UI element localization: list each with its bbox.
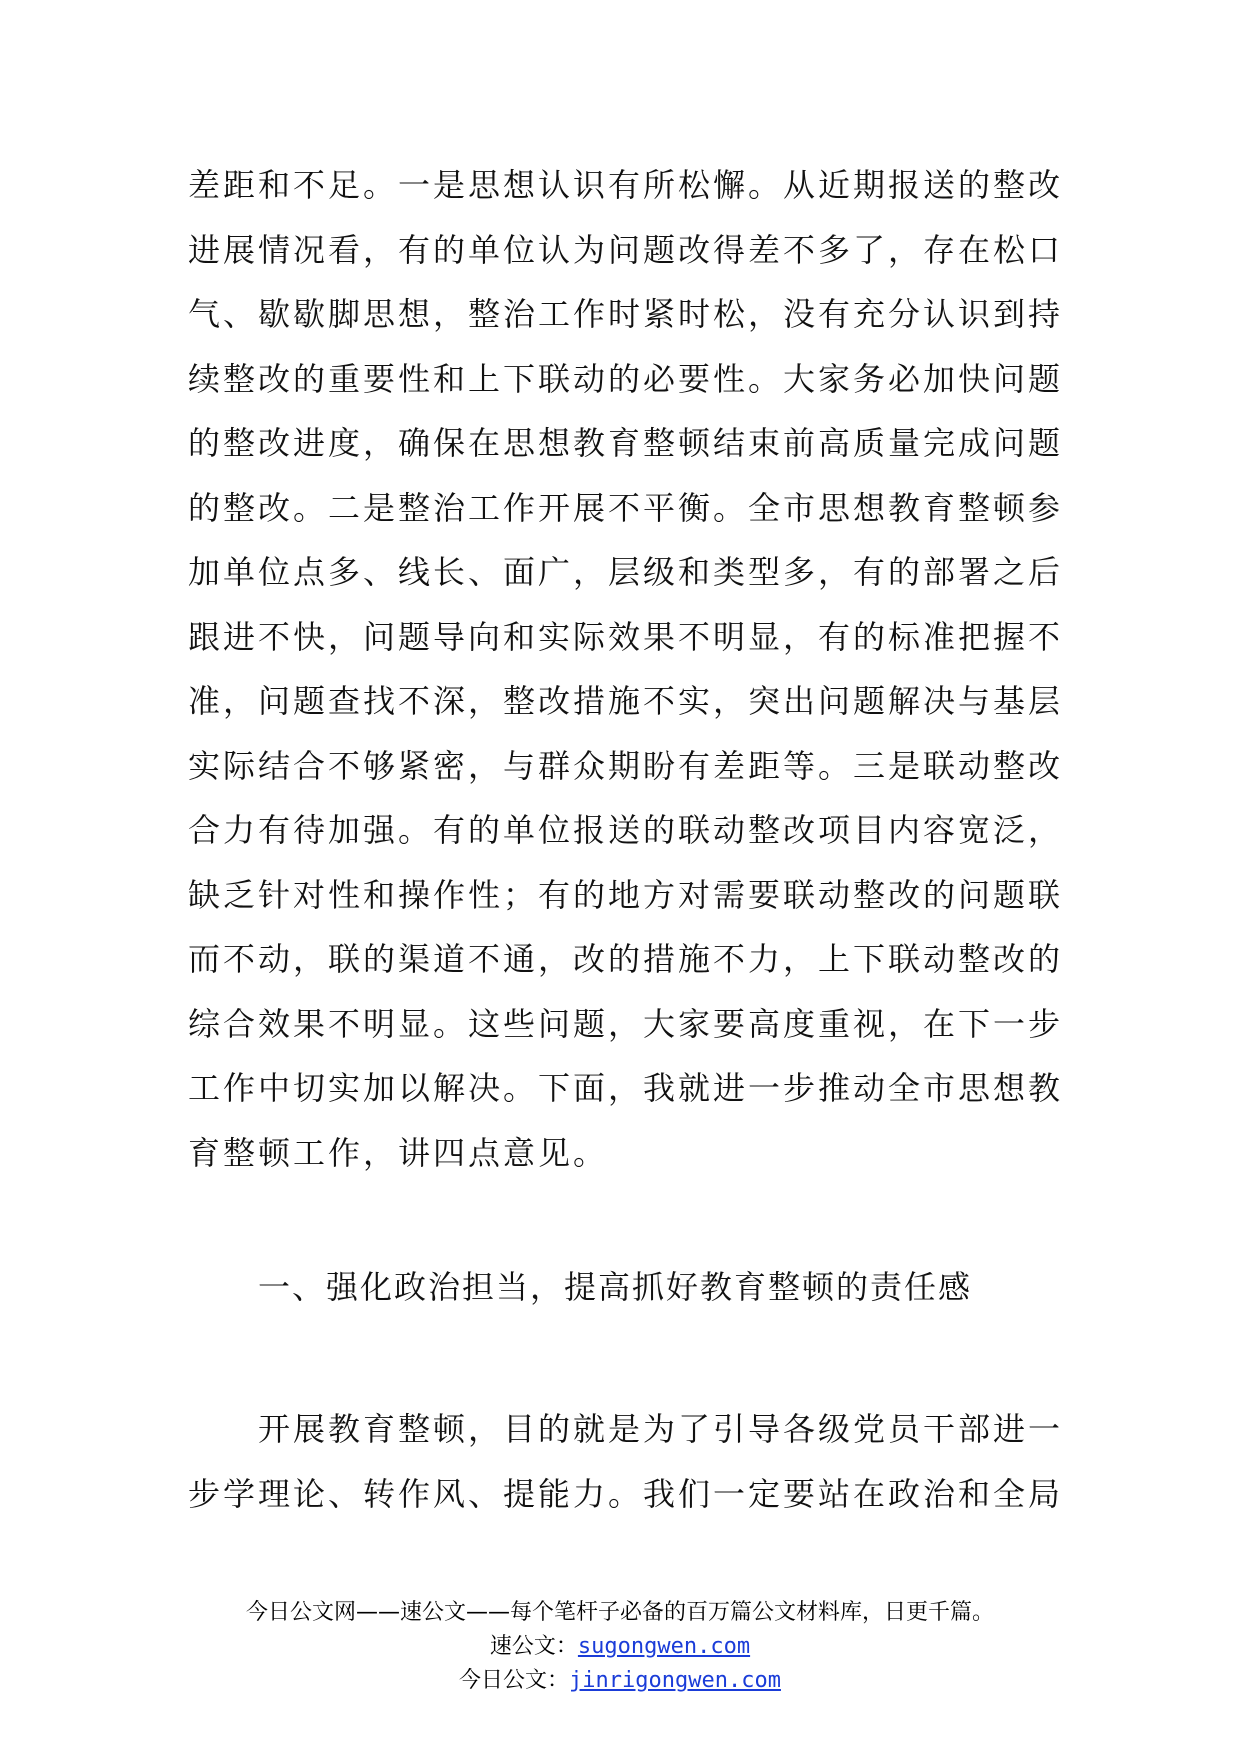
jinrigongwen-link[interactable]: jinrigongwen.com xyxy=(569,1668,781,1693)
footer-jinrigongwen-row xyxy=(0,1664,1240,1698)
body-line: 跟进不快，问题导向和实际效果不明显，有的标准把握不 xyxy=(188,617,1064,656)
footer-banner xyxy=(0,1596,1240,1698)
body-line: 加单位点多、线长、面广，层级和类型多，有的部署之后 xyxy=(188,553,1064,591)
second-paragraph xyxy=(188,1397,1064,1526)
body-line: 进展情况看，有的单位认为问题改得差不多了，存在松口 xyxy=(188,230,1064,269)
section-heading: 一、强化政治担当，提高抓好教育整顿的责任感 xyxy=(258,1268,973,1306)
body-line: 准，问题查找不深，整改措施不实，突出问题解决与基层 xyxy=(188,682,1064,720)
body-line: 而不动，联的渠道不通，改的措施不力，上下联动整改的 xyxy=(188,940,1064,978)
footer-sugongwen-row xyxy=(0,1630,1240,1664)
footer-jinrigongwen-label: 今日公文： xyxy=(459,1668,570,1693)
body-line: 气、歇歇脚思想，整治工作时紧时松，没有充分认识到持 xyxy=(188,295,1064,333)
body-line: 的整改。二是整治工作开展不平衡。全市思想教育整顿参 xyxy=(188,488,1064,527)
body-line: 的整改进度，确保在思想教育整顿结束前高质量完成问题 xyxy=(188,424,1064,462)
body-line: 差距和不足。一是思想认识有所松懈。从近期报送的整改 xyxy=(188,166,1064,204)
body-line: 实际结合不够紧密，与群众期盼有差距等。三是联动整改 xyxy=(188,746,1064,785)
body-line: 综合效果不明显。这些问题，大家要高度重视，在下一步 xyxy=(188,1004,1064,1043)
body-paragraph xyxy=(188,153,1064,1185)
footer-sugongwen-label: 速公文： xyxy=(489,1634,578,1659)
body-line: 缺乏针对性和操作性；有的地方对需要联动整改的问题联 xyxy=(188,875,1064,914)
body-line: 续整改的重要性和上下联动的必要性。大家务必加快问题 xyxy=(188,359,1064,398)
body-line: 开展教育整顿，目的就是为了引导各级党员干部进一 xyxy=(258,1410,1064,1448)
body-line: 步学理论、转作风、提能力。我们一定要站在政治和全局 xyxy=(188,1474,1064,1513)
footer-slogan: 今日公文网——速公文——每个笔杆子必备的百万篇公文材料库，日更千篇。 xyxy=(245,1600,994,1625)
body-line: 工作中切实加以解决。下面，我就进一步推动全市思想教 xyxy=(188,1069,1064,1107)
body-line: 合力有待加强。有的单位报送的联动整改项目内容宽泛， xyxy=(188,811,1064,849)
sugongwen-link[interactable]: sugongwen.com xyxy=(577,1634,751,1659)
body-line: 育整顿工作，讲四点意见。 xyxy=(188,1133,609,1172)
